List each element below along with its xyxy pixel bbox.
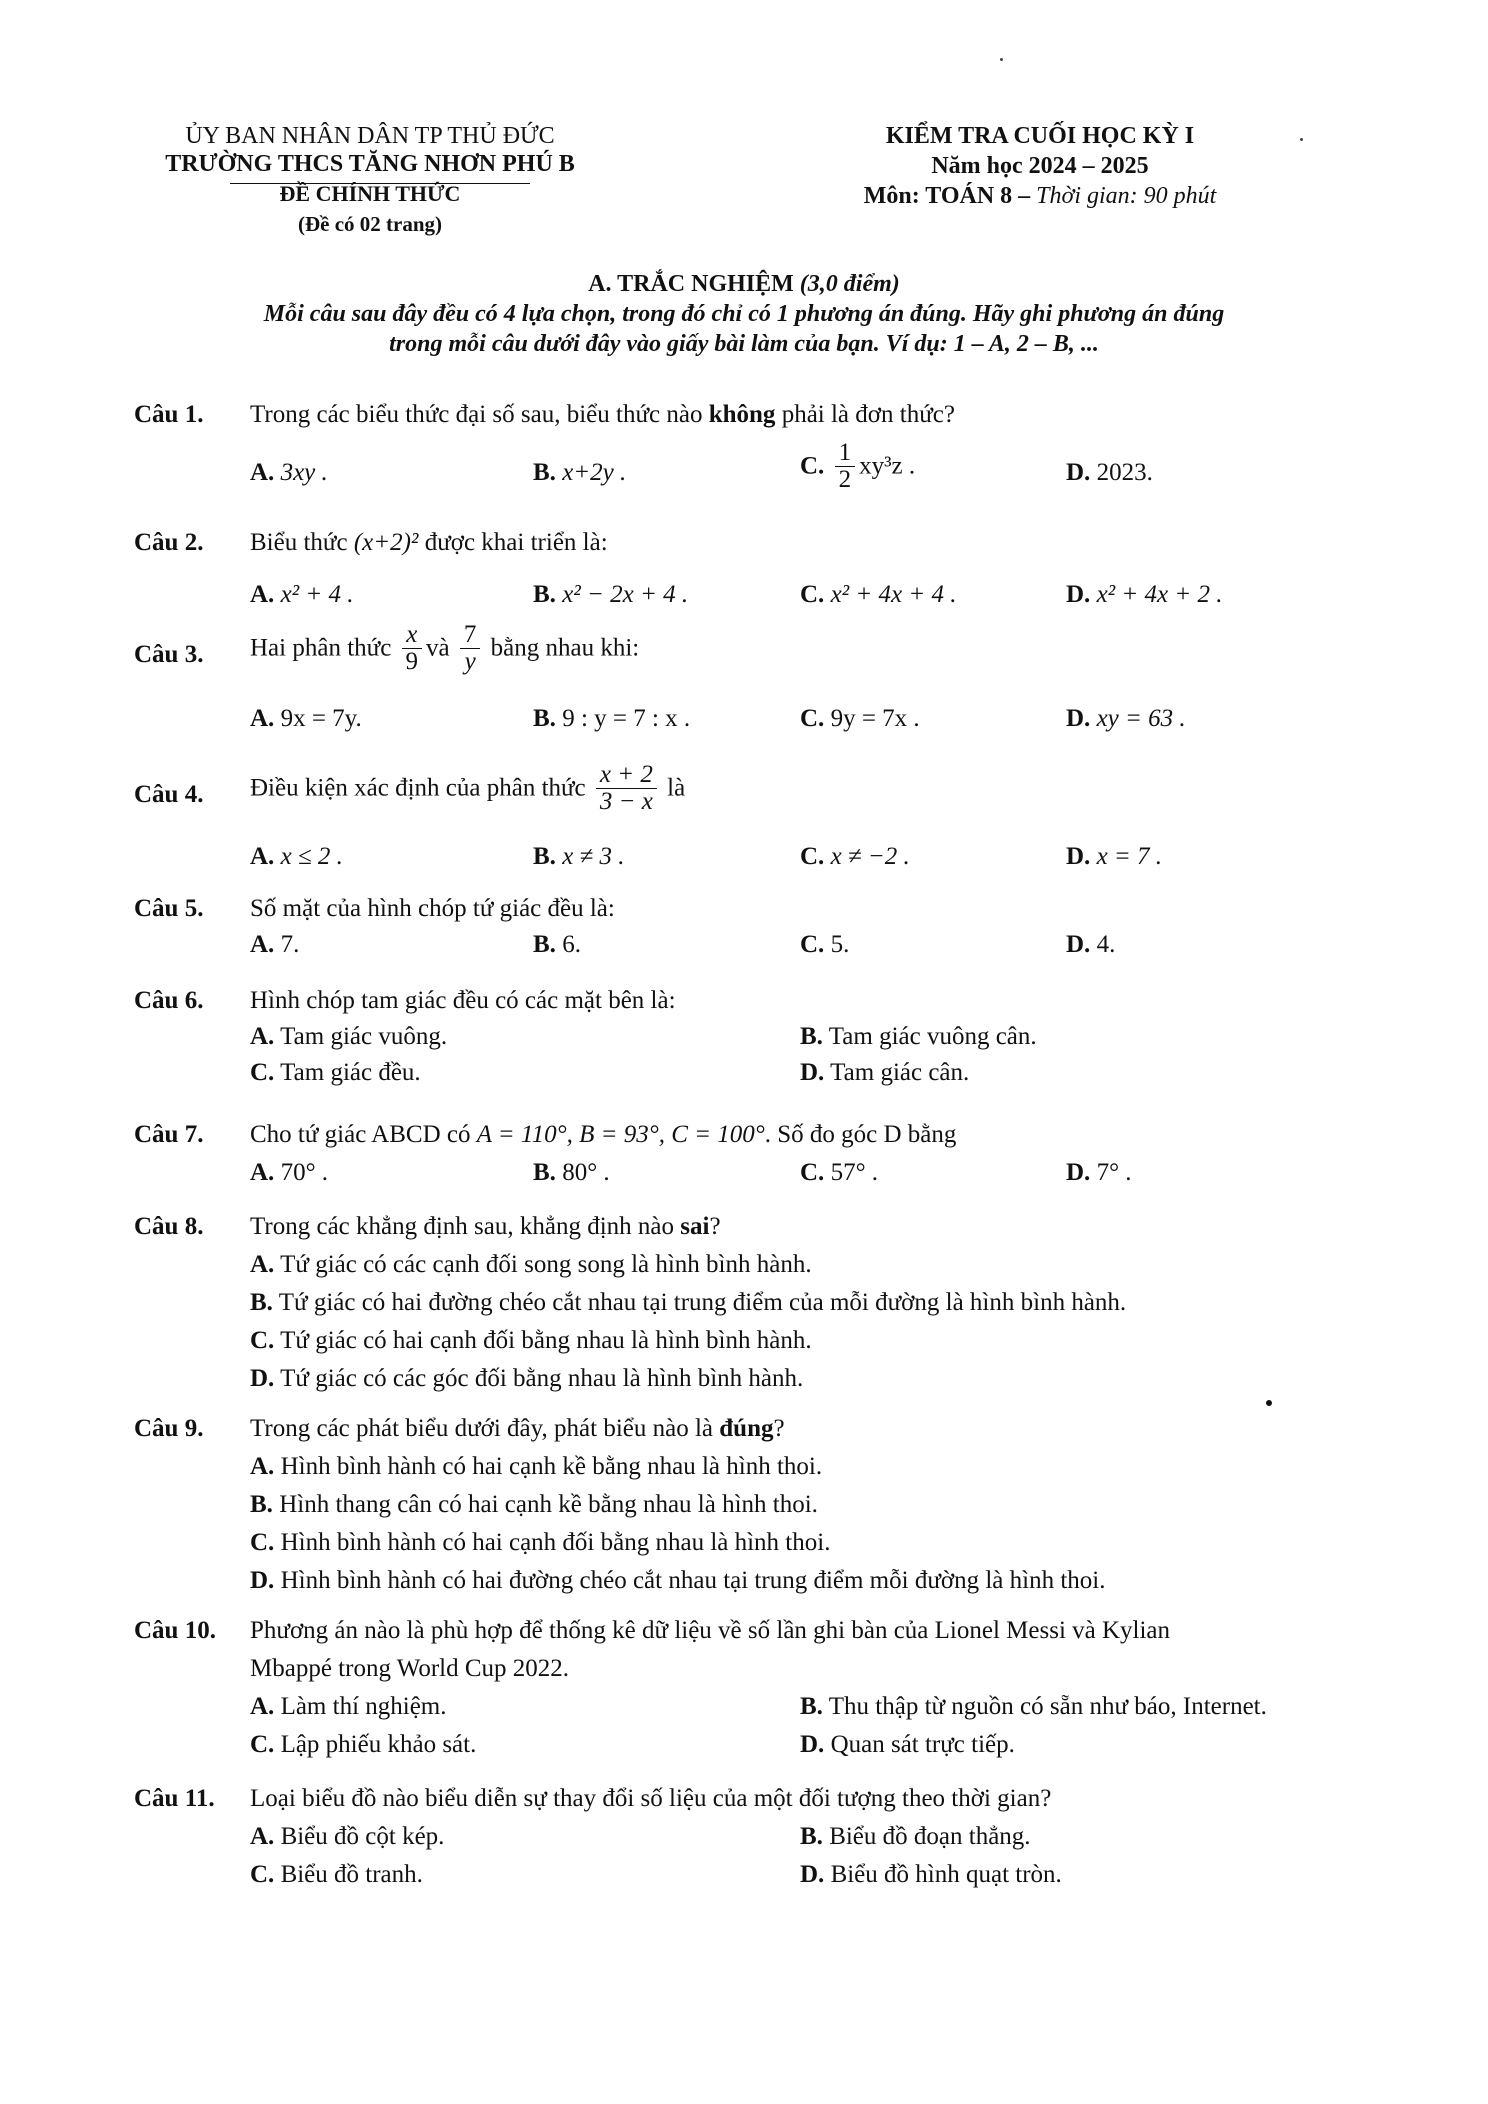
q3-fraction-1: $\frac{x}{9}$ xyxy=(402,622,423,675)
q1-option-b: B. x+2y . xyxy=(533,459,627,486)
time-label: Thời gian: 90 phút xyxy=(1036,183,1217,209)
q6-option-d: D. Tam giác cân. xyxy=(800,1059,970,1086)
q8-option-b: B. Tứ giác có hai đường chéo cắt nhau tại trung điểm của mỗi đường là hình bình hành. xyxy=(250,1289,1127,1316)
q5-stem: Số mặt của hình chóp tứ giác đều là: xyxy=(250,895,615,922)
q1-number: Câu 1. xyxy=(134,401,204,428)
q5-option-c: C. 5. xyxy=(800,931,850,958)
q4-option-d: D. x = 7 . xyxy=(1066,843,1163,870)
q3-number: Câu 3. xyxy=(134,641,204,668)
q3-option-a: A. 9x = 7y. xyxy=(250,705,362,732)
q5-option-b: B. 6. xyxy=(533,931,581,958)
section-title-text: A. TRẮC NGHIỆM xyxy=(588,271,800,297)
q1-option-d: D. 2023. xyxy=(1066,459,1153,486)
scan-speck xyxy=(1300,138,1303,141)
q8-emphasis: sai xyxy=(680,1213,710,1240)
q6-option-c: C. Tam giác đều. xyxy=(250,1059,421,1086)
q10-number: Câu 10. xyxy=(134,1617,216,1644)
q10-option-d: D. Quan sát trực tiếp. xyxy=(800,1731,1015,1758)
q11-option-a: A. Biểu đồ cột kép. xyxy=(250,1823,445,1850)
section-points: (3,0 điểm) xyxy=(799,271,900,297)
q8-number: Câu 8. xyxy=(134,1213,204,1240)
header-official: ĐỀ CHÍNH THỨC xyxy=(279,181,461,206)
q4-number: Câu 4. xyxy=(134,781,204,808)
q4-option-b: B. x ≠ 3 . xyxy=(533,843,625,870)
q10-option-a: A. Làm thí nghiệm. xyxy=(250,1693,447,1720)
q8-option-c: C. Tứ giác có hai cạnh đối bằng nhau là hình bình hành. xyxy=(250,1327,812,1354)
q7-number: Câu 7. xyxy=(134,1121,204,1148)
header-pages: (Đề có 02 trang) xyxy=(297,212,443,236)
q3-option-b: B. 9 : y = 7 : x . xyxy=(533,705,691,732)
q5-number: Câu 5. xyxy=(134,895,204,922)
header-school-year: Năm học 2024 – 2025 xyxy=(931,153,1149,179)
q5-option-a: A. 7. xyxy=(250,931,300,958)
q9-option-c: C. Hình bình hành có hai cạnh đối bằng nhau là hình thoi. xyxy=(250,1529,831,1556)
section-instruction-2: trong mỗi câu dưới đây vào giấy bài làm của bạn. Ví dụ: 1 – A, 2 – B, ... xyxy=(389,331,1099,357)
q11-option-d: D. Biểu đồ hình quạt tròn. xyxy=(800,1861,1062,1888)
q2-option-d: D. x² + 4x + 2 . xyxy=(1066,581,1223,608)
q9-option-a: A. Hình bình hành có hai cạnh kề bằng nhau là hình thoi. xyxy=(250,1453,823,1480)
q9-stem: Trong các phát biểu dưới đây, phát biểu nào là đúng? xyxy=(250,1415,785,1442)
q8-option-d: D. Tứ giác có các góc đối bằng nhau là hình bình hành. xyxy=(250,1365,804,1392)
q2-option-a: A. x² + 4 . xyxy=(250,581,354,608)
q10-stem-line-1: Phương án nào là phù hợp để thống kê dữ liệu về số lần ghi bàn của Lionel Messi và Kylian xyxy=(250,1617,1171,1644)
q2-stem: Biểu thức (x+2)² được khai triển là: xyxy=(250,529,608,556)
q4-option-c: C. x ≠ −2 . xyxy=(800,843,910,870)
q1-emphasis: không xyxy=(708,401,776,428)
q1-c-fraction: $\frac{1}{2}$ xyxy=(835,440,856,493)
q1-option-c: C. $\frac{1}{2}$ xy³z . xyxy=(800,439,916,493)
q4-stem: Điều kiện xác định của phân thức $\frac{x + 2}{3 - x}$ là xyxy=(250,761,686,815)
subject-label: Môn: TOÁN 8 – xyxy=(863,183,1037,209)
q5-option-d: D. 4. xyxy=(1066,931,1116,958)
header-authority: ỦY BAN NHÂN DÂN TP THỦ ĐỨC xyxy=(185,123,555,149)
q2-expression: (x+2)² xyxy=(353,529,419,556)
q4-fraction: $\frac{x + 2}{3 - x}$ xyxy=(596,762,657,815)
q3-fraction-2: $\frac{7}{y}$ xyxy=(460,622,481,675)
q4-option-a: A. x ≤ 2 . xyxy=(250,843,343,870)
q1-option-a: A. 3xy . xyxy=(250,459,328,486)
q6-number: Câu 6. xyxy=(134,987,204,1014)
scan-speck xyxy=(1266,1400,1272,1406)
q3-stem: Hai phân thức $\frac{x}{9}$ và $\frac{7}{y}$ bằng nhau khi: xyxy=(250,621,640,675)
q2-number: Câu 2. xyxy=(134,529,204,556)
q10-option-b: B. Thu thập từ nguồn có sẵn như báo, Internet. xyxy=(800,1693,1267,1720)
q2-option-c: C. x² + 4x + 4 . xyxy=(800,581,957,608)
q7-option-c: C. 57° . xyxy=(800,1159,879,1186)
q9-option-d: D. Hình bình hành có hai đường chéo cắt nhau tại trung điểm mỗi đường là hình thoi. xyxy=(250,1567,1106,1594)
q2-option-b: B. x² − 2x + 4 . xyxy=(533,581,689,608)
header-subject xyxy=(760,182,1320,210)
q6-option-b: B. Tam giác vuông cân. xyxy=(800,1023,1037,1050)
q1-stem: Trong các biểu thức đại số sau, biểu thức nào không phải là đơn thức? xyxy=(250,401,955,428)
q6-stem: Hình chóp tam giác đều có các mặt bên là: xyxy=(250,987,676,1014)
q7-option-b: B. 80° . xyxy=(533,1159,610,1186)
scan-speck xyxy=(1000,58,1003,61)
q11-option-c: C. Biểu đồ tranh. xyxy=(250,1861,423,1888)
header-exam-title: KIỂM TRA CUỐI HỌC KỲ I xyxy=(885,123,1195,149)
q10-stem-line-2: Mbappé trong World Cup 2022. xyxy=(250,1655,570,1682)
q9-option-b: B. Hình thang cân có hai cạnh kề bằng nhau là hình thoi. xyxy=(250,1491,818,1518)
q11-stem: Loại biểu đồ nào biểu diễn sự thay đổi số liệu của một đối tượng theo thời gian? xyxy=(250,1785,1052,1812)
q6-option-a: A. Tam giác vuông. xyxy=(250,1023,448,1050)
q9-emphasis: đúng xyxy=(719,1415,774,1442)
q7-angles: A = 110°, B = 93°, C = 100° xyxy=(476,1121,765,1148)
section-instruction-1: Mỗi câu sau đây đều có 4 lựa chọn, trong đó chỉ có 1 phương án đúng. Hãy ghi phương án đúng xyxy=(263,301,1225,327)
q3-option-d: D. xy = 63 . xyxy=(1066,705,1186,732)
q7-option-d: D. 7° . xyxy=(1066,1159,1132,1186)
q8-option-a: A. Tứ giác có các cạnh đối song song là hình bình hành. xyxy=(250,1251,812,1278)
q3-option-c: C. 9y = 7x . xyxy=(800,705,920,732)
q11-option-b: B. Biểu đồ đoạn thẳng. xyxy=(800,1823,1031,1850)
q9-number: Câu 9. xyxy=(134,1415,204,1442)
q7-stem: Cho tứ giác ABCD có A = 110°, B = 93°, C = 100°. Số đo góc D bằng xyxy=(250,1121,957,1148)
q10-option-c: C. Lập phiếu khảo sát. xyxy=(250,1731,477,1758)
section-title xyxy=(0,270,1488,298)
q11-number: Câu 11. xyxy=(134,1785,215,1812)
header-school: TRƯỜNG THCS TĂNG NHƠN PHÚ B xyxy=(165,151,575,177)
q8-stem: Trong các khẳng định sau, khẳng định nào sai? xyxy=(250,1213,721,1240)
q7-option-a: A. 70° . xyxy=(250,1159,329,1186)
